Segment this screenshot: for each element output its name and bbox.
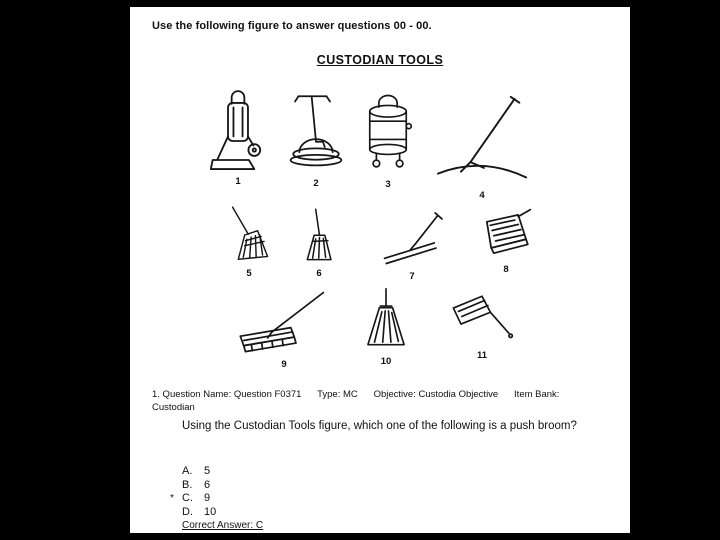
option-row-b	[170, 479, 216, 493]
wet-dry-vacuum-icon	[358, 93, 418, 176]
option-row-d	[170, 506, 216, 520]
tool-item-1	[202, 89, 274, 187]
corn-broom-icon	[226, 205, 272, 265]
document-page	[130, 7, 630, 533]
tool-item-7	[370, 211, 454, 282]
tool-item-6	[292, 207, 346, 279]
option-letter: B.	[182, 478, 193, 491]
tool-item-9	[228, 289, 340, 370]
option-value: 10	[204, 505, 217, 518]
option-row-a	[170, 465, 216, 479]
question-text: Using the Custodian Tools figure, which one of the following is a push broom?	[182, 420, 577, 432]
lobby-dustpan-icon	[209, 89, 267, 173]
window-squeegee-icon	[376, 211, 448, 268]
push-broom-icon	[236, 289, 332, 356]
tool-number: 4	[479, 190, 485, 201]
tool-item-11	[444, 291, 520, 361]
tool-number: 5	[246, 268, 252, 279]
counter-brush-icon	[450, 291, 514, 347]
figure-title: CUSTODIAN TOOLS	[316, 53, 444, 67]
option-value: 5	[204, 465, 211, 477]
tool-item-10	[356, 287, 416, 367]
tool-item-3	[352, 93, 424, 190]
option-value: 6	[204, 478, 211, 491]
tool-number: 1	[235, 176, 241, 187]
floor-squeegee-icon	[432, 95, 532, 187]
tool-number: 7	[409, 271, 415, 282]
tool-number: 11	[476, 350, 488, 361]
option-letter: C.	[182, 492, 193, 504]
tool-item-5	[214, 205, 284, 279]
tool-number: 8	[503, 264, 509, 275]
tool-number: 10	[380, 356, 392, 367]
small-broom-icon	[301, 207, 338, 265]
correct-answer-text: Correct Answer: C	[182, 520, 264, 531]
dustpan-icon	[478, 207, 534, 261]
tool-number: 6	[316, 268, 322, 279]
option-value: 9	[204, 492, 211, 504]
tool-number: 9	[281, 359, 287, 370]
instruction-text: Use the following figure to answer questions 00 - 00.	[152, 20, 432, 32]
option-letter: D.	[182, 505, 193, 518]
tool-number: 3	[385, 179, 391, 190]
question-meta	[152, 389, 618, 414]
option-row-c	[170, 492, 216, 506]
tool-item-2	[282, 91, 350, 189]
correct-marker: *	[170, 493, 174, 504]
tool-item-8	[474, 207, 538, 275]
tool-number: 2	[313, 178, 319, 189]
option-letter: A.	[182, 465, 193, 477]
whisk-broom-icon	[363, 287, 409, 353]
tool-item-4	[428, 95, 536, 201]
floor-buffer-icon	[288, 91, 344, 175]
question-meta-line1: 1. Question Name: Question F0371 Type: MC Objective: Custodia Objective Item Bank:	[152, 389, 560, 400]
answer-options	[170, 465, 216, 519]
question-meta-line2: Custodian	[152, 401, 195, 413]
